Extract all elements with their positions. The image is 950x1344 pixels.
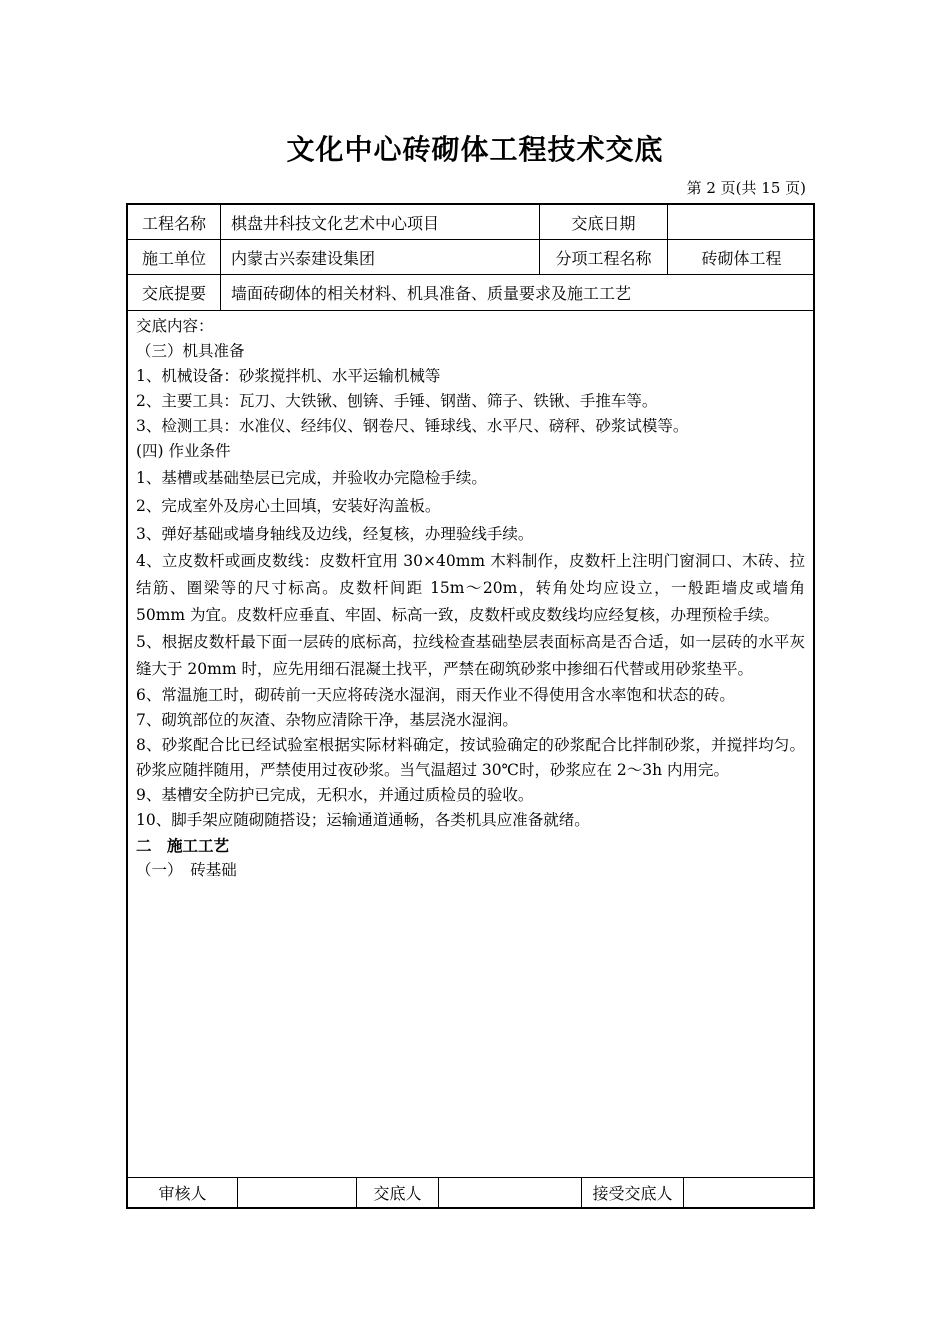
date-label: 交底日期	[539, 205, 667, 239]
content-line: 7、砌筑部位的灰渣、杂物应清除干净，基层浇水湿润。	[136, 711, 518, 729]
presenter-label: 交底人	[356, 1178, 438, 1207]
content-line: （三）机具准备	[136, 342, 245, 360]
reviewer-label: 审核人	[158, 1184, 207, 1203]
content-line: 3、检测工具：水准仪、经纬仪、钢卷尺、锤球线、水平尺、磅秤、砂浆试模等。	[136, 417, 689, 435]
content-line: （一） 砖基础	[136, 861, 237, 879]
header-row-summary	[128, 275, 813, 311]
disclosure-form	[126, 203, 815, 1209]
content-line: 2、完成室外及房心土回填，安装好沟盖板。	[136, 497, 441, 515]
unit-label: 施工单位	[141, 248, 206, 268]
document-title: 文化中心砖砌体工程技术交底	[286, 133, 664, 166]
project-name-label: 工程名称	[141, 213, 206, 233]
content-line: (四) 作业条件	[136, 442, 231, 460]
content-line: 9、基槽安全防护已完成，无积水，并通过质检员的验收。	[136, 786, 534, 804]
receiver-value	[683, 1178, 815, 1207]
sub-project-value: 砖砌体工程	[667, 240, 815, 274]
content-line: 10、脚手架应随砌随搭设；运输通道通畅，各类机具应准备就绪。	[136, 811, 590, 829]
sub-project-label: 分项工程名称	[539, 240, 667, 274]
header-row-unit	[128, 240, 813, 275]
header-row-project	[128, 205, 813, 240]
content-line: 8、砂浆配合比已经试验室根据实际材料确定，按试验确定的砂浆配合比拌制砂浆，并搅拌均匀。砂浆应随拌随用，严禁使用过夜砂浆。当气温超过 30℃时，砂浆应在 2～3h 内用完。	[136, 736, 805, 779]
content-line: 6、常温施工时，砌砖前一天应将砖浇水湿润，雨天作业不得使用含水率饱和状态的砖。	[136, 686, 735, 704]
unit-value: 内蒙古兴泰建设集团	[220, 240, 539, 274]
content-line: 交底内容：	[136, 317, 214, 335]
signature-row	[128, 1177, 813, 1207]
receiver-label: 接受交底人	[581, 1178, 683, 1207]
content-line: 4、立皮数杆或画皮数线：皮数杆宜用 30×40mm 木料制作，皮数杆上注明门窗洞口、木砖、拉结筋、圈梁等的尺寸标高。皮数杆间距 15m～20m，转角处均应设立，一般距墙皮或墙角 50mm 为宜。皮数杆应垂直、牢固、标高一致，皮数杆或皮数线均应经复核，办理预检手续。	[136, 552, 805, 624]
content-line: 2、主要工具：瓦刀、大铁锹、刨锛、手锤、钢凿、筛子、铁锹、手推车等。	[136, 392, 658, 410]
reviewer-value	[237, 1178, 356, 1207]
content-line: 3、弹好基础或墙身轴线及边线，经复核，办理验线手续。	[136, 525, 534, 543]
disclosure-content	[128, 311, 813, 883]
content-line: 1、基槽或基础垫层已完成，并验收办完隐检手续。	[136, 469, 487, 487]
page-number: 第 2 页(共 15 页)	[686, 179, 806, 197]
project-name-value: 棋盘井科技文化艺术中心项目	[220, 205, 539, 239]
content-line: 1、机械设备：砂浆搅拌机、水平运输机械等	[136, 367, 441, 385]
section-heading: 二 施工工艺	[136, 836, 230, 855]
summary-value: 墙面砖砌体的相关材料、机具准备、质量要求及施工工艺	[220, 275, 815, 310]
summary-label: 交底提要	[141, 284, 206, 303]
content-line: 5、根据皮数杆最下面一层砖的底标高，拉线检查基础垫层表面标高是否合适，如一层砖的水平灰缝大于 20mm 时，应先用细石混凝土找平，严禁在砌筑砂浆中掺细石代替或用砂浆垫平。	[136, 633, 805, 678]
presenter-value	[438, 1178, 581, 1207]
date-value	[667, 205, 815, 239]
